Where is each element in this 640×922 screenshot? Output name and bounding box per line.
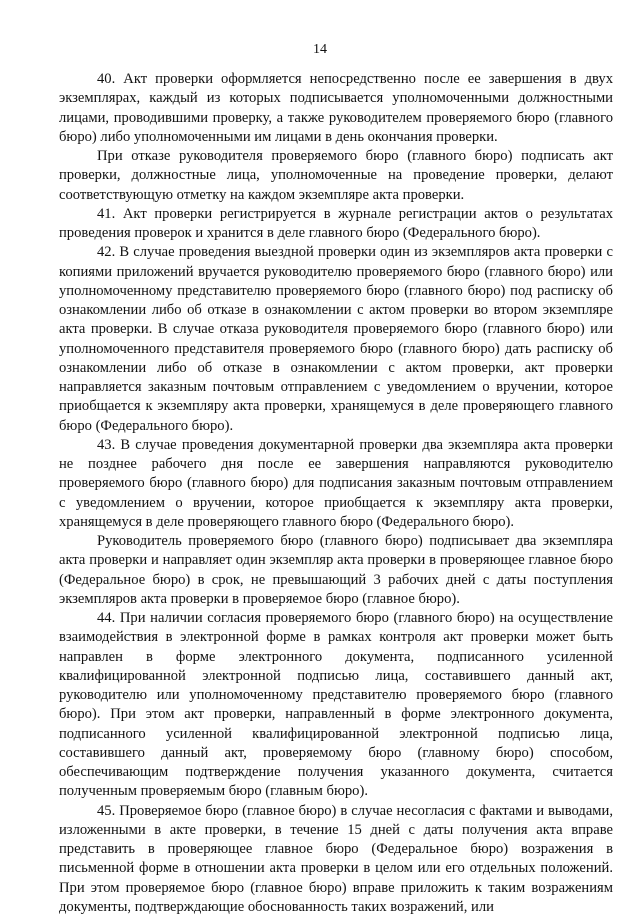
paragraph-41: 41. Акт проверки регистрируется в журнале регистрации актов о результатах проведения проверок и хранится в деле главного бюро (Федерального бюро). xyxy=(59,205,613,241)
paragraph-43: 43. В случае проведения документарной проверки два экземпляра акта проверки не позднее рабочего дня после ее завершения направляются руководителю проверяемого бюро (главного бюро) для подписания заказным почтовым отправлением с уведомлением о вручении, которое приобщается к экземпляру акта проверки, хранящемуся в деле проверяющего главного бюро (Федерального бюро). xyxy=(59,436,613,530)
paragraph-42: 42. В случае проведения выездной проверки один из экземпляров акта проверки с копиями приложений вручается руководителю проверяемого бюро (главного бюро) или уполномоченному представителю проверяемого бюро (главного бюро) под расписку об ознакомлении либо об отказе в ознакомлении с актом проверки во втором экземпляре акта проверки. В случае отказа руководителя проверяемого бюро (главного бюро) или уполномоченного представителя проверяемого бюро (главного бюро) дать расписку об ознакомлении либо об отказе в ознакомлении с актом проверки, акт проверки направляется заказным почтовым отправлением с уведомлением о вручении, которое приобщается к экземпляру акта проверки, хранящемуся в деле проверяющего главного бюро (Федерального бюро). xyxy=(59,244,613,434)
paragraph-40-refusal: При отказе руководителя проверяемого бюро (главного бюро) подписать акт проверки, должностные лица, уполномоченные на проведение проверки, делают соответствующую отметку на каждом экземпляре акта проверки. xyxy=(59,148,613,203)
paragraph-40: 40. Акт проверки оформляется непосредственно после ее завершения в двух экземплярах, каждый из которых подписывается уполномоченными должностными лицами, проводившими проверку, а также руководителем проверяемого бюро (главного бюро) либо уполномоченными им лицами в день окончания проверки. xyxy=(59,71,613,145)
page-number: 14 xyxy=(313,42,327,57)
document-body xyxy=(59,70,613,917)
paragraph-45: 45. Проверяемое бюро (главное бюро) в случае несогласия с фактами и выводами, изложенными в акте проверки, в течение 15 дней с даты получения акта вправе представить в проверяющее главное бюро (Федеральное бюро) возражения в письменной форме в отношении акта проверки в целом или его отдельных положений. При этом проверяемое бюро (главное бюро) вправе приложить к таким возражениям документы, подтверждающие обоснованность таких возражений, или xyxy=(59,802,613,915)
paragraph-44: 44. При наличии согласия проверяемого бюро (главного бюро) на осуществление взаимодействия в электронной форме в рамках контроля акт проверки может быть направлен в форме электронного документа, подписанного усиленной квалифицированной электронной подписью лица, составившего данный акт, руководителю или уполномоченному представителю проверяемого бюро (главного бюро). При этом акт проверки, направленный в форме электронного документа, подписанного усиленной квалифицированной электронной подписью лица, составившего данный акт, проверяемому бюро (главному бюро) способом, обеспечивающим подтверждение получения указанного документа, считается полученным проверяемым бюро (главным бюро). xyxy=(59,610,613,800)
paragraph-43-signing: Руководитель проверяемого бюро (главного бюро) подписывает два экземпляра акта проверки и направляет один экземпляр акта проверки в проверяющее главное бюро (Федеральное бюро) в срок, не превышающий 3 рабочих дней с даты поступления экземпляров акта проверки в проверяемое бюро (главное бюро). xyxy=(59,533,613,607)
